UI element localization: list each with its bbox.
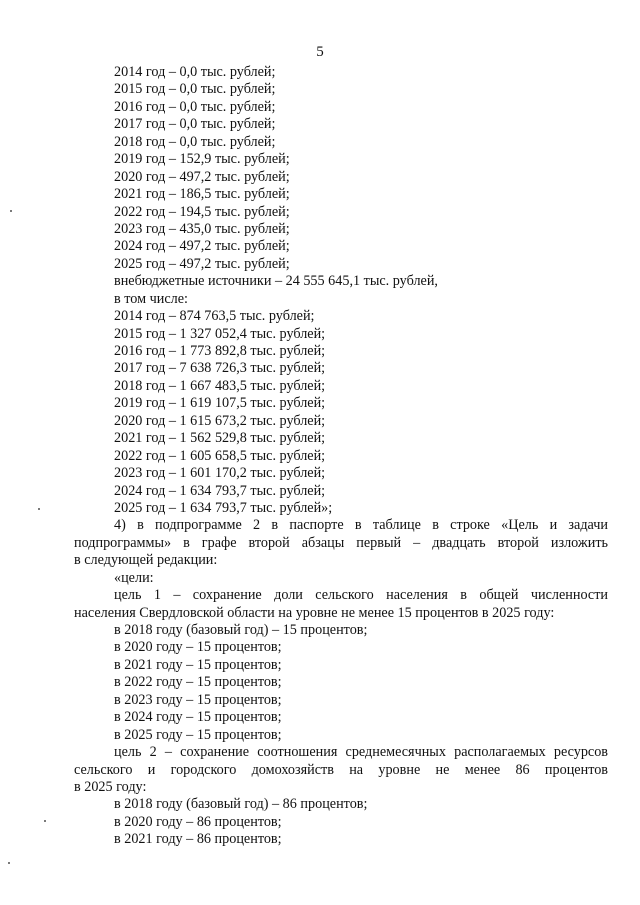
list-item: 2023 год – 435,0 тыс. рублей; bbox=[114, 220, 290, 237]
funding-list bbox=[74, 64, 608, 517]
list-item: 2021 год – 1 562 529,8 тыс. рублей; bbox=[114, 430, 326, 447]
list-item: 2020 год – 497,2 тыс. рублей; bbox=[114, 168, 290, 185]
scan-speck bbox=[10, 210, 12, 212]
list-item: в 2021 году – 86 процентов; bbox=[114, 831, 282, 848]
goal-1 bbox=[74, 587, 608, 622]
list-item: 2025 год – 497,2 тыс. рублей; bbox=[114, 255, 290, 272]
list-item: 2014 год – 874 763,5 тыс. рублей; bbox=[114, 308, 315, 325]
goal-1-list bbox=[74, 622, 608, 744]
paragraph-line: цель 2 – сохранение соотношения среднемесячных располагаемых ресурсов bbox=[114, 744, 608, 761]
list-item: 2022 год – 194,5 тыс. рублей; bbox=[114, 203, 290, 220]
list-item: 2024 год – 497,2 тыс. рублей; bbox=[114, 238, 290, 255]
list-item: 2022 год – 1 605 658,5 тыс. рублей; bbox=[114, 447, 326, 464]
goals-heading: «цели: bbox=[114, 569, 154, 586]
list-item: 2014 год – 0,0 тыс. рублей; bbox=[114, 64, 276, 80]
list-item: 2016 год – 1 773 892,8 тыс. рублей; bbox=[114, 343, 326, 359]
paragraph-line: в 2025 году: bbox=[74, 778, 147, 795]
list-item: в 2025 году – 15 процентов; bbox=[114, 726, 282, 743]
list-item: 2015 год – 1 327 052,4 тыс. рублей; bbox=[114, 325, 326, 342]
list-item: в 2022 году – 15 процентов; bbox=[114, 674, 282, 691]
document-body bbox=[74, 64, 608, 849]
scan-speck bbox=[44, 820, 46, 822]
list-item: 2024 год – 1 634 793,7 тыс. рублей; bbox=[114, 482, 326, 499]
list-item: в 2020 году – 86 процентов; bbox=[114, 813, 282, 830]
list-item: в 2021 году – 15 процентов; bbox=[114, 656, 282, 673]
list-item: в 2018 году (базовый год) – 15 процентов; bbox=[114, 622, 368, 638]
list-item: в 2023 году – 15 процентов; bbox=[114, 691, 282, 708]
paragraph-line: в следующей редакции: bbox=[74, 552, 218, 569]
scan-speck bbox=[8, 862, 10, 864]
list-item: 2017 год – 7 638 726,3 тыс. рублей; bbox=[114, 360, 326, 377]
list-item: 2017 год – 0,0 тыс. рублей; bbox=[114, 116, 276, 133]
paragraph-line: сельского и городского домохозяйств на уровне не менее 86 процентов bbox=[74, 761, 608, 778]
paragraph-line: населения Свердловской области на уровне не менее 15 процентов в 2025 году: bbox=[74, 604, 555, 621]
scan-speck bbox=[38, 508, 40, 510]
paragraph-line: цель 1 – сохранение доли сельского населения в общей численности bbox=[114, 587, 608, 604]
list-item: 2019 год – 152,9 тыс. рублей; bbox=[114, 151, 290, 168]
paragraph-line: 4) в подпрограмме 2 в паспорте в таблице в строке «Цель и задачи bbox=[114, 517, 608, 534]
list-item: 2020 год – 1 615 673,2 тыс. рублей; bbox=[114, 412, 326, 429]
list-item: в 2020 году – 15 процентов; bbox=[114, 639, 282, 656]
list-item: внебюджетные источники – 24 555 645,1 тыс. рублей, bbox=[114, 273, 438, 290]
list-item: 2019 год – 1 619 107,5 тыс. рублей; bbox=[114, 395, 326, 412]
paragraph-line: подпрограммы» в графе второй абзацы первый – двадцать второй изложить bbox=[74, 534, 608, 551]
page-number: 5 bbox=[316, 44, 324, 60]
goal-2-list bbox=[74, 796, 608, 848]
paragraph-4 bbox=[74, 517, 608, 569]
list-item: 2016 год – 0,0 тыс. рублей; bbox=[114, 98, 276, 115]
list-item: 2018 год – 1 667 483,5 тыс. рублей; bbox=[114, 377, 326, 394]
list-item: в том числе: bbox=[114, 290, 188, 307]
list-item: 2023 год – 1 601 170,2 тыс. рублей; bbox=[114, 465, 326, 482]
list-item: в 2018 году (базовый год) – 86 процентов; bbox=[114, 796, 368, 813]
list-item: в 2024 году – 15 процентов; bbox=[114, 709, 282, 726]
goal-2 bbox=[74, 744, 608, 796]
list-item: 2021 год – 186,5 тыс. рублей; bbox=[114, 186, 290, 203]
list-item: 2018 год – 0,0 тыс. рублей; bbox=[114, 133, 276, 150]
list-item: 2015 год – 0,0 тыс. рублей; bbox=[114, 81, 276, 98]
list-item: 2025 год – 1 634 793,7 тыс. рублей»; bbox=[114, 499, 333, 516]
